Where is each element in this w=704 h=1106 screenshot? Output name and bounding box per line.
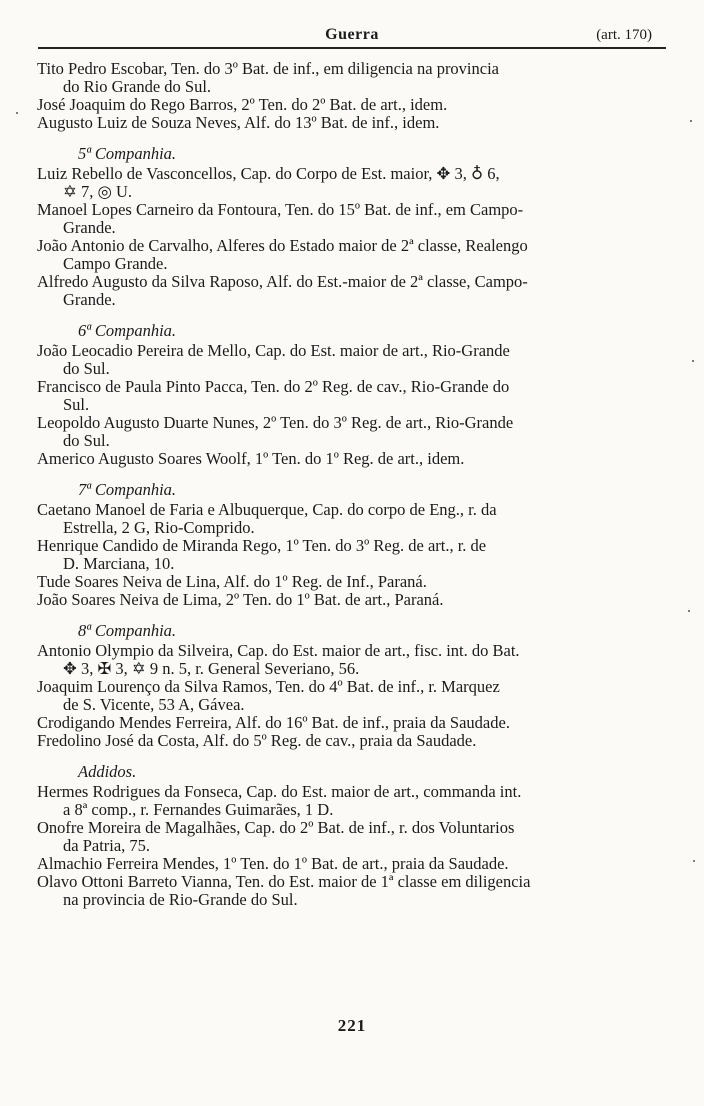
page-header	[38, 26, 666, 46]
section-heading: 5ª Companhia.	[78, 144, 177, 163]
entry-line: Luiz Rebello de Vasconcellos, Cap. do Corpo de Est. maior, ✥ 3, ♁ 6,	[37, 164, 500, 183]
scan-speck	[16, 112, 18, 114]
entry-line: Almachio Ferreira Mendes, 1º Ten. do 1º Bat. de art., praia da Saudade.	[37, 854, 509, 873]
entry-continuation: de S. Vicente, 53 A, Gávea.	[63, 695, 245, 714]
entry-continuation: ✥ 3, ✠ 3, ✡ 9 n. 5, r. General Severiano, 56.	[63, 659, 360, 678]
header-title: Guerra	[325, 26, 379, 43]
roster-entry	[38, 60, 666, 96]
entry-continuation: Grande.	[63, 290, 116, 309]
entry-line: Hermes Rodrigues da Fonseca, Cap. do Est. maior de art., commanda int.	[37, 782, 522, 801]
roster-entry	[38, 855, 666, 873]
entry-line: Antonio Olympio da Silveira, Cap. do Est. maior de art., fisc. int. do Bat.	[37, 641, 520, 660]
entry-continuation: do Rio Grande do Sul.	[63, 77, 212, 96]
roster-entry	[38, 591, 666, 609]
entry-line: João Antonio de Carvalho, Alferes do Estado maior de 2ª classe, Realengo	[37, 236, 528, 255]
entry-line: Tude Soares Neiva de Lina, Alf. do 1º Reg. de Inf., Paraná.	[37, 572, 427, 591]
entry-line: Alfredo Augusto da Silva Raposo, Alf. do Est.-maior de 2ª classe, Campo-	[37, 272, 528, 291]
section-heading: Addidos.	[78, 762, 137, 781]
entry-continuation: Campo Grande.	[63, 254, 168, 273]
entry-line: José Joaquim do Rego Barros, 2º Ten. do 2º Bat. de art., idem.	[37, 95, 448, 114]
entry-continuation: do Sul.	[63, 359, 110, 378]
roster-entry	[38, 414, 666, 450]
header-rule	[38, 47, 666, 49]
entry-line: Joaquim Lourenço da Silva Ramos, Ten. do 4º Bat. de inf., r. Marquez	[37, 677, 500, 696]
roster-entry	[38, 201, 666, 237]
entry-line: Tito Pedro Escobar, Ten. do 3º Bat. de inf., em diligencia na provincia	[37, 59, 499, 78]
roster-entry	[38, 873, 666, 909]
roster-entry	[38, 114, 666, 132]
section-heading: 8ª Companhia.	[78, 621, 177, 640]
roster-entry	[38, 819, 666, 855]
roster-entry	[38, 714, 666, 732]
page-number: 221	[337, 1016, 367, 1035]
roster-entry	[38, 165, 666, 201]
entry-line: Caetano Manoel de Faria e Albuquerque, Cap. do corpo de Eng., r. da	[37, 500, 497, 519]
roster-entry	[38, 378, 666, 414]
entry-line: Fredolino José da Costa, Alf. do 5º Reg. de cav., praia da Saudade.	[37, 731, 477, 750]
entry-line: Leopoldo Augusto Duarte Nunes, 2º Ten. do 3º Reg. de art., Rio-Grande	[37, 413, 514, 432]
entry-continuation: Estrella, 2 G, Rio-Comprido.	[63, 518, 255, 537]
roster-entry	[38, 450, 666, 468]
entry-line: Henrique Candido de Miranda Rego, 1º Ten. do 3º Reg. de art., r. de	[37, 536, 487, 555]
scan-speck	[690, 120, 692, 122]
section-heading: 7ª Companhia.	[78, 480, 177, 499]
roster-entry	[38, 732, 666, 750]
entry-line: João Soares Neiva de Lima, 2º Ten. do 1º Bat. de art., Paraná.	[37, 590, 444, 609]
entry-continuation: Grande.	[63, 218, 116, 237]
entry-continuation: a 8ª comp., r. Fernandes Guimarães, 1 D.	[63, 800, 334, 819]
entry-line: Francisco de Paula Pinto Pacca, Ten. do 2º Reg. de cav., Rio-Grande do	[37, 377, 510, 396]
entry-continuation: do Sul.	[63, 431, 110, 450]
entry-line: Crodigando Mendes Ferreira, Alf. do 16º Bat. de inf., praia da Saudade.	[37, 713, 510, 732]
section-heading: 6ª Companhia.	[78, 321, 177, 340]
scan-speck	[693, 860, 695, 862]
roster-entry	[38, 783, 666, 819]
scan-speck	[688, 610, 690, 612]
entry-continuation: da Patria, 75.	[63, 836, 151, 855]
roster-entry	[38, 642, 666, 678]
entry-continuation: D. Marciana, 10.	[63, 554, 175, 573]
page-body	[38, 60, 666, 909]
entry-line: Olavo Ottoni Barreto Vianna, Ten. do Est. maior de 1ª classe em diligencia	[37, 872, 531, 891]
roster-entry	[38, 501, 666, 537]
roster-entry	[38, 678, 666, 714]
entry-line: Augusto Luiz de Souza Neves, Alf. do 13º Bat. de inf., idem.	[37, 113, 440, 132]
roster-entry	[38, 96, 666, 114]
header-article: (art. 170)	[596, 27, 652, 43]
scan-speck	[692, 360, 694, 362]
entry-continuation: Sul.	[63, 395, 90, 414]
roster-entry	[38, 237, 666, 273]
entry-line: Americo Augusto Soares Woolf, 1º Ten. do 1º Reg. de art., idem.	[37, 449, 465, 468]
roster-entry	[38, 573, 666, 591]
roster-entry	[38, 273, 666, 309]
entry-line: Manoel Lopes Carneiro da Fontoura, Ten. do 15º Bat. de inf., em Campo-	[37, 200, 524, 219]
entry-continuation: ✡ 7, ◎ U.	[63, 182, 133, 201]
entry-continuation: na provincia de Rio-Grande do Sul.	[63, 890, 298, 909]
entry-line: Onofre Moreira de Magalhães, Cap. do 2º Bat. de inf., r. dos Voluntarios	[37, 818, 515, 837]
roster-entry	[38, 342, 666, 378]
entry-line: João Leocadio Pereira de Mello, Cap. do Est. maior de art., Rio-Grande	[37, 341, 510, 360]
roster-entry	[38, 537, 666, 573]
